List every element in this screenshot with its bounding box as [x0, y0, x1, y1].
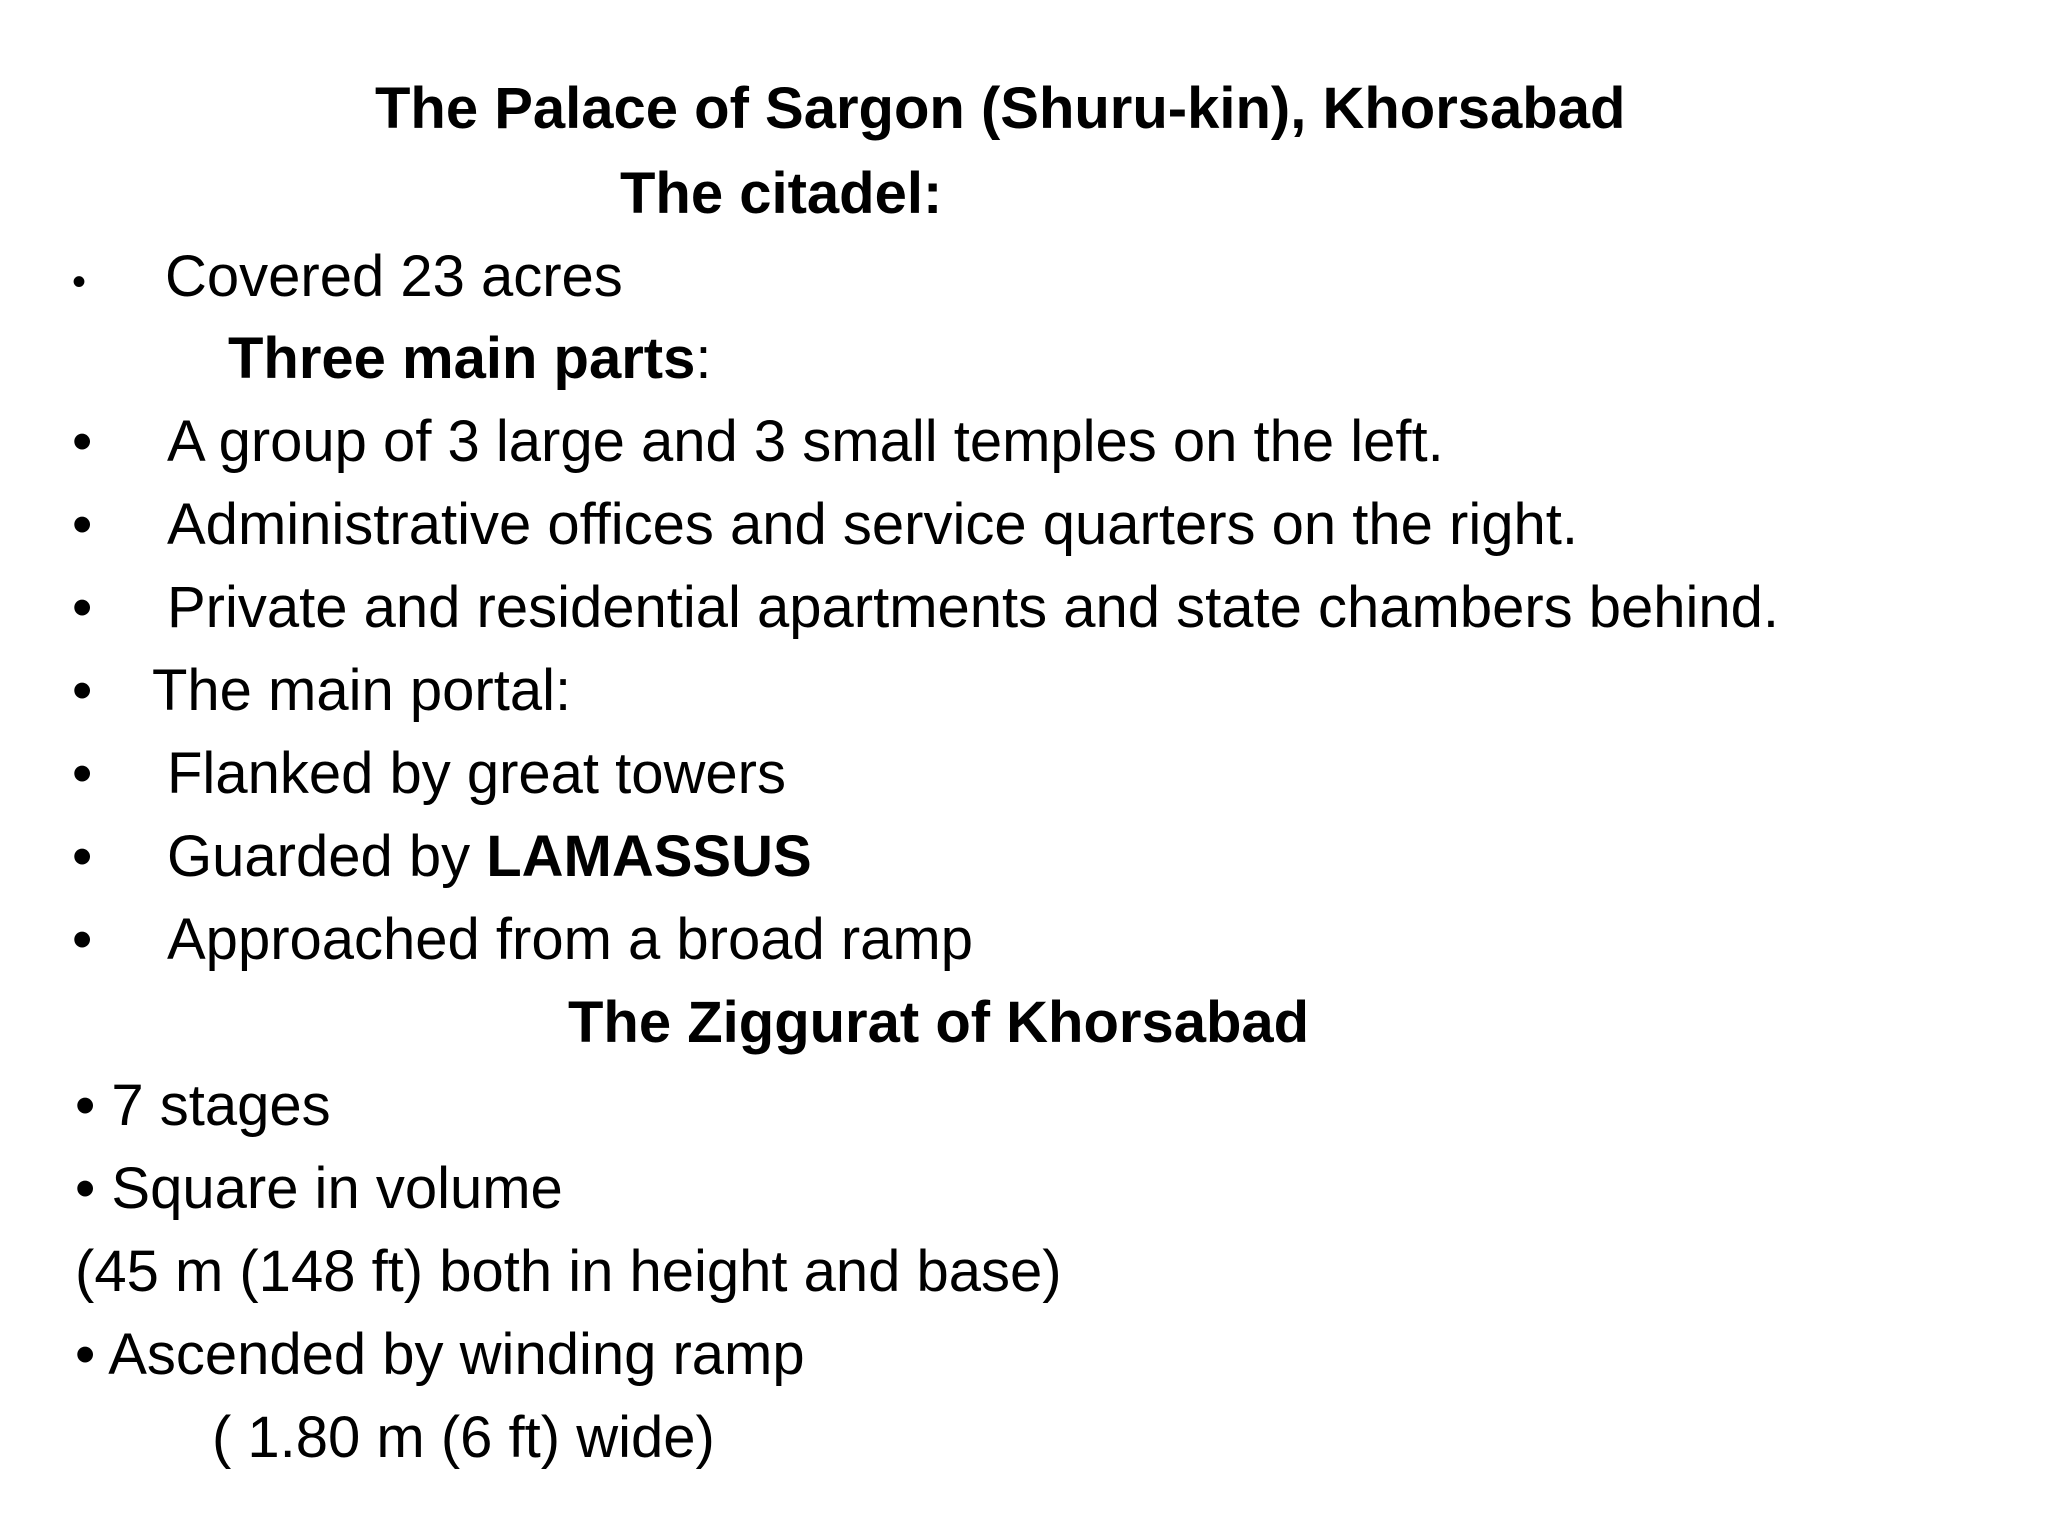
portal-item-2-line [167, 824, 812, 889]
ziggurat-item-3: (45 m (148 ft) both in height and base) [75, 1239, 1062, 1304]
ziggurat-item-5: ( 1.80 m (6 ft) wide) [212, 1405, 715, 1470]
bullet-part-2: • [72, 492, 93, 557]
lamassus-text: LAMASSUS [486, 824, 812, 889]
part-item-2: Administrative offices and service quarters on the right. [167, 492, 1578, 557]
slide-title: The Palace of Sargon (Shuru-kin), Khorsabad [375, 76, 1626, 141]
part-item-1: A group of 3 large and 3 small temples on the left. [167, 409, 1444, 474]
parts-heading: Three main parts [228, 326, 696, 391]
bullet-portal-1: • [72, 741, 93, 806]
parts-heading-line [228, 326, 712, 391]
bullet-part-1: • [72, 409, 93, 474]
portal-text: The main portal: [152, 658, 572, 723]
part-item-3: Private and residential apartments and state chambers behind. [167, 575, 1780, 640]
bullet-covered: • [72, 260, 87, 304]
ziggurat-heading: The Ziggurat of Khorsabad [568, 990, 1310, 1055]
bullet-part-3: • [72, 575, 93, 640]
citadel-heading: The citadel: [620, 161, 943, 226]
bullet-portal-3: • [72, 907, 93, 972]
portal-item-3: Approached from a broad ramp [167, 907, 973, 972]
covered-text: Covered 23 acres [165, 244, 623, 309]
ziggurat-item-2: • Square in volume [75, 1156, 563, 1221]
ziggurat-item-1: • 7 stages [75, 1073, 331, 1138]
bullet-portal: • [72, 658, 93, 723]
portal-item-1: Flanked by great towers [167, 741, 786, 806]
ziggurat-item-4: • Ascended by winding ramp [75, 1322, 805, 1387]
portal-item-2: Guarded by [167, 824, 487, 889]
bullet-portal-2: • [72, 824, 93, 889]
parts-heading-colon: : [695, 326, 712, 391]
